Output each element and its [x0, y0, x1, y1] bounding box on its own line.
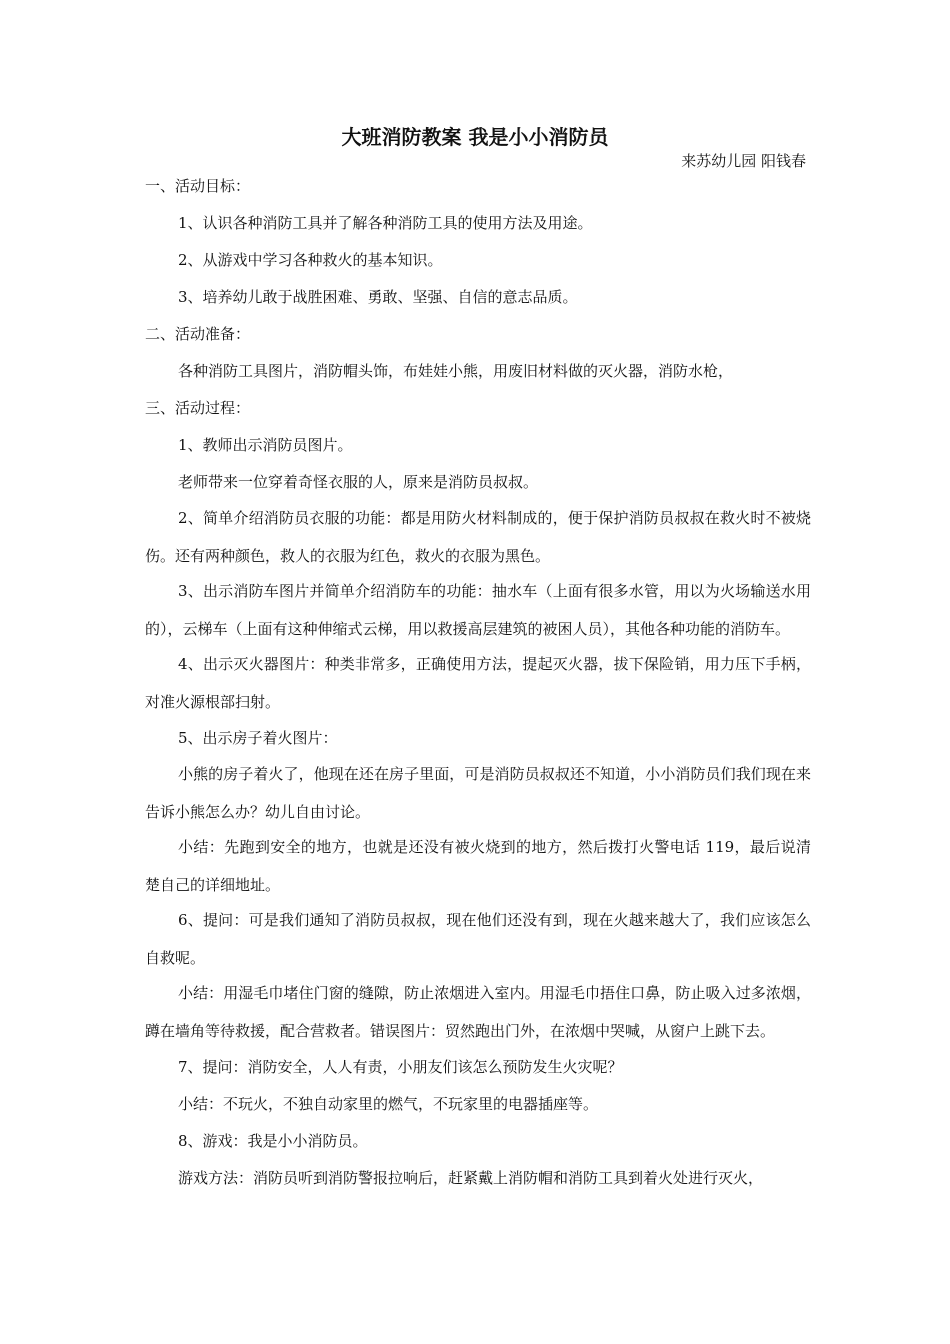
paragraph: 3、出示消防车图片并简单介绍消防车的功能：抽水车（上面有很多水管，用以为火场输送水用的），云梯车（上面有这种伸缩式云梯，用以救援高层建筑的被困人员），其他各种功能的消防车。	[145, 582, 811, 638]
paragraph: 7、提问：消防安全，人人有责，小朋友们该怎么预防发生火灾呢？	[178, 1058, 623, 1076]
section-heading-goals: 一、活动目标：	[145, 177, 251, 195]
paragraph: 1、教师出示消防员图片。	[178, 436, 353, 454]
document-author: 来苏幼儿园 阳钱春	[681, 152, 806, 170]
section-heading-process: 三、活动过程：	[145, 399, 251, 417]
paragraph: 小熊的房子着火了，他现在还在房子里面，可是消防员叔叔还不知道，小小消防员们我们现在来告诉小熊怎么办？幼儿自由讨论。	[145, 765, 811, 821]
paragraph: 5、出示房子着火图片：	[178, 729, 338, 747]
paragraph: 老师带来一位穿着奇怪衣服的人，原来是消防员叔叔。	[178, 473, 539, 491]
paragraph: 4、出示灭火器图片：种类非常多，正确使用方法，提起灭火器，拔下保险销，用力压下手柄，对准火源根部扫射。	[145, 655, 811, 711]
section-heading-preparation: 二、活动准备：	[145, 325, 251, 343]
paragraph: 2、简单介绍消防员衣服的功能：都是用防火材料制成的，便于保护消防员叔叔在救火时不被烧伤。还有两种颜色，救人的衣服为红色，救火的衣服为黑色。	[145, 509, 811, 565]
paragraph: 小结：先跑到安全的地方，也就是还没有被火烧到的地方，然后拨打火警电话 119，最后说清楚自己的详细地址。	[145, 838, 811, 894]
paragraph: 3、培养幼儿敢于战胜困难、勇敢、坚强、自信的意志品质。	[178, 288, 578, 306]
paragraph: 各种消防工具图片，消防帽头饰，布娃娃小熊，用废旧材料做的灭火器，消防水枪，	[178, 362, 734, 380]
paragraph: 1、认识各种消防工具并了解各种消防工具的使用方法及用途。	[178, 214, 593, 232]
document-title: 大班消防教案 我是小小消防员	[341, 125, 609, 149]
paragraph: 6、提问：可是我们通知了消防员叔叔，现在他们还没有到，现在火越来越大了，我们应该怎么自救呢。	[145, 911, 811, 967]
paragraph: 小结：不玩火，不独自动家里的燃气，不玩家里的电器插座等。	[178, 1095, 599, 1113]
paragraph: 小结：用湿毛巾堵住门窗的缝隙，防止浓烟进入室内。用湿毛巾捂住口鼻，防止吸入过多浓烟，蹲在墙角等待救援，配合营救者。错误图片：贸然跑出门外，在浓烟中哭喊，从窗户上跳下去。	[145, 984, 811, 1040]
paragraph: 2、从游戏中学习各种救火的基本知识。	[178, 251, 443, 269]
paragraph: 8、游戏：我是小小消防员。	[178, 1132, 368, 1150]
paragraph: 游戏方法：消防员听到消防警报拉响后，赶紧戴上消防帽和消防工具到着火处进行灭火，	[178, 1169, 764, 1187]
document-body	[145, 174, 811, 1203]
